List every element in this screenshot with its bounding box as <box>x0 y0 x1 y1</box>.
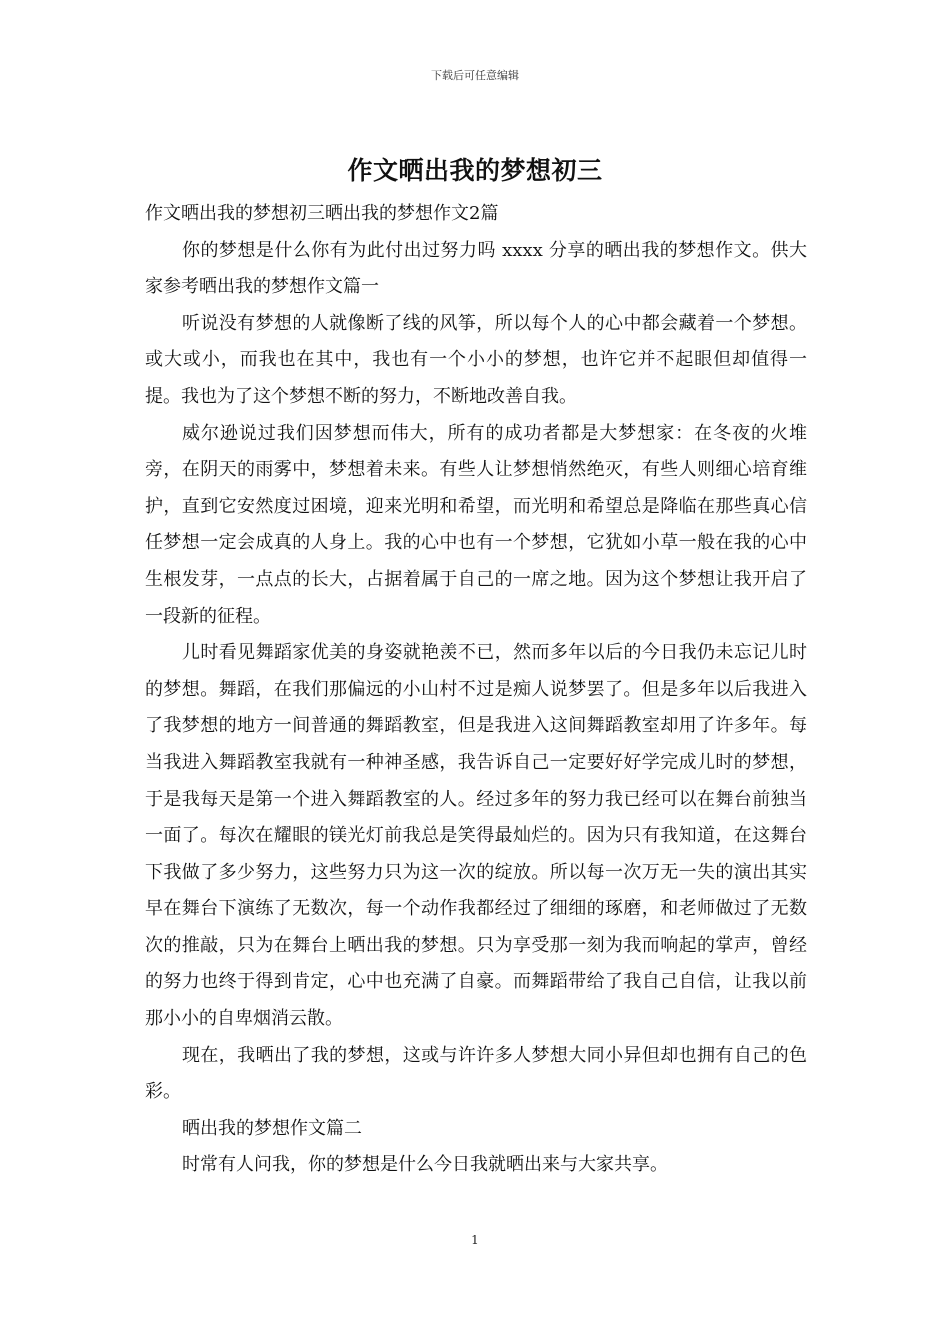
header-note: 下载后可任意编辑 <box>431 69 519 82</box>
page-number: 1 <box>471 1233 479 1247</box>
body-paragraph: 儿时看见舞蹈家优美的身姿就艳羡不已，然而多年以后的今日我仍未忘记儿时的梦想。舞蹈，在我们那偏远的小山村不过是痴人说梦罢了。但是多年以后我进入了我梦想的地方一间普通的舞蹈教室，但是我进入这间舞蹈教室却用了许多年。每当我进入舞蹈教室我就有一种神圣感，我告诉自己一定要好好学完成儿时的梦想，于是我每天是第一个进入舞蹈教室的人。经过多年的努力我已经可以在舞台前独当一面了。每次在耀眼的镁光灯前我总是笑得最灿烂的。因为只有我知道，在这舞台下我做了多少努力，这些努力只为这一次的绽放。所以每一次万无一失的演出其实早在舞台下演练了无数次，每一个动作我都经过了细细的琢磨，和老师做过了无数次的推敲，只为在舞台上晒出我的梦想。只为享受那一刻为我而响起的掌声，曾经的努力也终于得到肯定，心中也充满了自豪。而舞蹈带给了我自己自信，让我以前那小小的自卑烟消云散。 <box>145 642 807 1030</box>
body-paragraph: 威尔逊说过我们因梦想而伟大，所有的成功者都是大梦想家：在冬夜的火堆旁，在阴天的雨雾中，梦想着未来。有些人让梦想悄然绝灭，有些人则细心培育维护，直到它安然度过困境，迎来光明和希望，而光明和希望总是降临在那些真心信任梦想一定会成真的人身上。我的心中也有一个梦想，它犹如小草一般在我的心中生根发芽，一点点的长大，占据着属于自己的一席之地。因为这个梦想让我开启了一段新的征程。 <box>145 422 807 627</box>
body-paragraph: 你的梦想是什么你有为此付出过努力吗 xxxx 分享的晒出我的梦想作文。供大家参考晒出我的梦想作文篇一 <box>145 239 807 298</box>
subtitle-paragraph: 作文晒出我的梦想初三晒出我的梦想作文2篇 <box>145 203 499 224</box>
section-heading: 晒出我的梦想作文篇二 <box>182 1117 362 1139</box>
body-paragraph: 现在，我晒出了我的梦想，这或与许许多人梦想大同小异但却也拥有自己的色彩。 <box>145 1044 807 1103</box>
body-paragraph: 时常有人问我，你的梦想是什么今日我就晒出来与大家共享。 <box>182 1154 668 1176</box>
body-paragraph: 听说没有梦想的人就像断了线的风筝，所以每个人的心中都会藏着一个梦想。或大或小，而我也在其中，我也有一个小小的梦想，也许它并不起眼但却值得一提。我也为了这个梦想不断的努力，不断地改善自我。 <box>145 312 807 407</box>
document-title: 作文晒出我的梦想初三 <box>347 156 603 185</box>
document-body <box>145 196 807 1184</box>
